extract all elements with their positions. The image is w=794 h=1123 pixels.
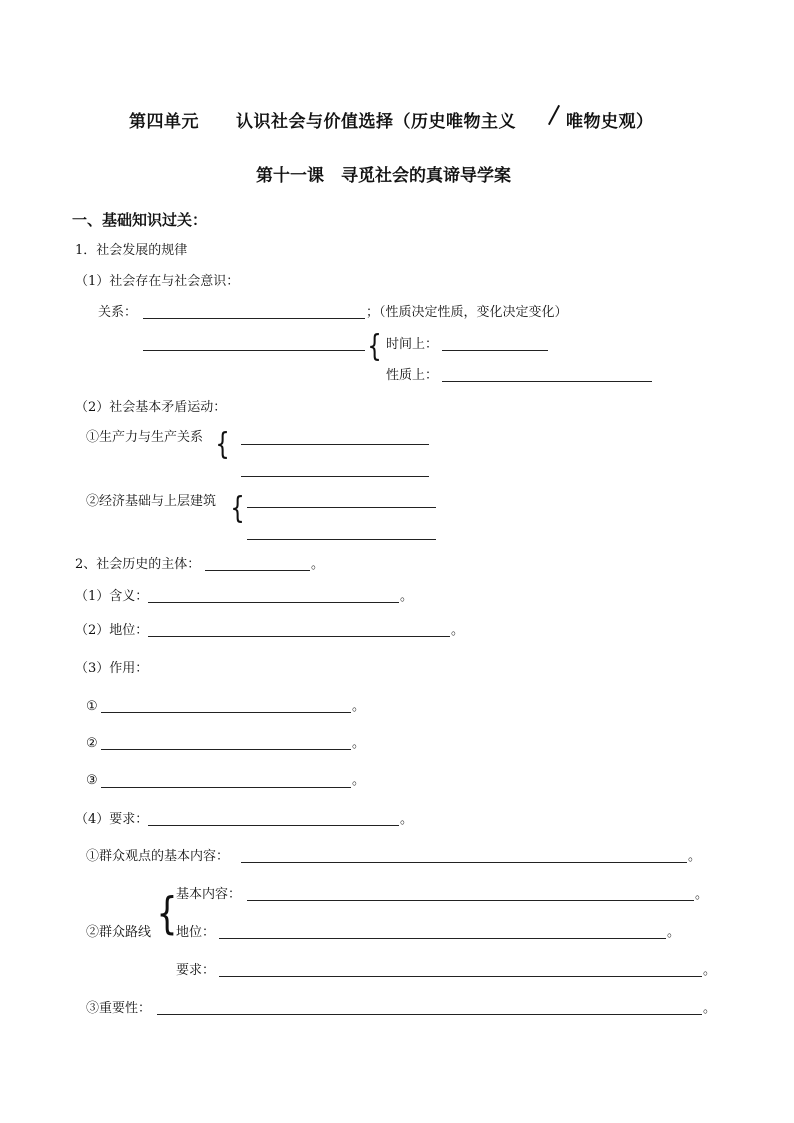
status-blank[interactable] <box>148 636 450 637</box>
mass-view-blank[interactable] <box>241 862 687 863</box>
subject-blank[interactable] <box>205 570 310 571</box>
economic-base-label: ②经济基础与上层建筑 <box>86 494 217 509</box>
period: 。 <box>688 849 702 864</box>
time-blank[interactable] <box>442 350 548 351</box>
unit-title-suffix: 唯物史观） <box>566 112 654 132</box>
item-1-heading: 1．社会发展的规律 <box>75 243 188 258</box>
position-label: 地位： <box>176 925 216 940</box>
brace-icon: { <box>367 329 382 364</box>
unit-title-main: 认识社会与价值选择（历史唯物主义 <box>236 112 516 132</box>
meaning-blank[interactable] <box>148 602 399 603</box>
role-label: （3）作用： <box>75 661 149 676</box>
basic-content-blank[interactable] <box>247 900 694 901</box>
brace-icon: { <box>156 888 178 939</box>
nature-blank[interactable] <box>442 381 652 382</box>
period: 。 <box>352 736 366 751</box>
basic-content-label: 基本内容： <box>176 887 242 902</box>
nature-label: 性质上： <box>386 368 439 383</box>
period: 。 <box>667 925 681 940</box>
productive-forces-blank-2[interactable] <box>241 476 429 477</box>
mass-view-label: ①群众观点的基本内容： <box>86 849 230 864</box>
requirement-blank[interactable] <box>148 825 399 826</box>
economic-base-blank-2[interactable] <box>247 539 436 540</box>
item-1-2-heading: （2）社会基本矛盾运动： <box>75 400 227 415</box>
role-3-label: ③ <box>86 773 98 788</box>
time-label: 时间上： <box>386 337 439 352</box>
mass-line-label: ②群众路线 <box>86 925 152 940</box>
mass-line-requirement-label: 要求： <box>176 963 216 978</box>
period: 。 <box>400 812 414 827</box>
relation-label: 关系： <box>98 305 138 320</box>
role-2-blank[interactable] <box>101 749 351 750</box>
productive-forces-label: ①生产力与生产关系 <box>86 430 204 445</box>
brace-icon: { <box>215 427 230 462</box>
item-2-heading: 2、社会历史的主体： <box>75 557 201 572</box>
relation-blank[interactable] <box>143 318 365 319</box>
slash-mark <box>548 105 560 125</box>
period: 。 <box>703 963 717 978</box>
status-label: （2）地位： <box>75 623 149 638</box>
brace-icon: { <box>230 491 245 526</box>
role-3-blank[interactable] <box>101 787 351 788</box>
period: 。 <box>352 699 366 714</box>
item-1-1-heading: （1）社会存在与社会意识： <box>75 274 240 289</box>
relation-note: ；（性质决定性质，变化决定变化） <box>366 305 568 320</box>
period: 。 <box>400 589 414 604</box>
mass-line-requirement-blank[interactable] <box>219 976 702 977</box>
role-1-label: ① <box>86 699 98 714</box>
role-2-label: ② <box>86 736 98 751</box>
productive-forces-blank-1[interactable] <box>241 444 429 445</box>
position-blank[interactable] <box>219 938 666 939</box>
period: 。 <box>311 557 325 572</box>
period: 。 <box>451 623 465 638</box>
lesson-title: 第十一课 寻觅社会的真谛导学案 <box>256 166 511 186</box>
section-heading: 一、基础知识过关： <box>72 211 208 229</box>
consciousness-blank[interactable] <box>143 350 365 351</box>
period: 。 <box>352 773 366 788</box>
period: 。 <box>703 1001 717 1016</box>
period: 。 <box>695 887 709 902</box>
importance-blank[interactable] <box>157 1014 702 1015</box>
unit-title-prefix: 第四单元 <box>129 112 199 132</box>
importance-label: ③重要性： <box>86 1001 152 1016</box>
meaning-label: （1）含义： <box>75 589 149 604</box>
economic-base-blank-1[interactable] <box>247 507 436 508</box>
role-1-blank[interactable] <box>101 712 351 713</box>
requirement-label: （4）要求： <box>75 812 149 827</box>
